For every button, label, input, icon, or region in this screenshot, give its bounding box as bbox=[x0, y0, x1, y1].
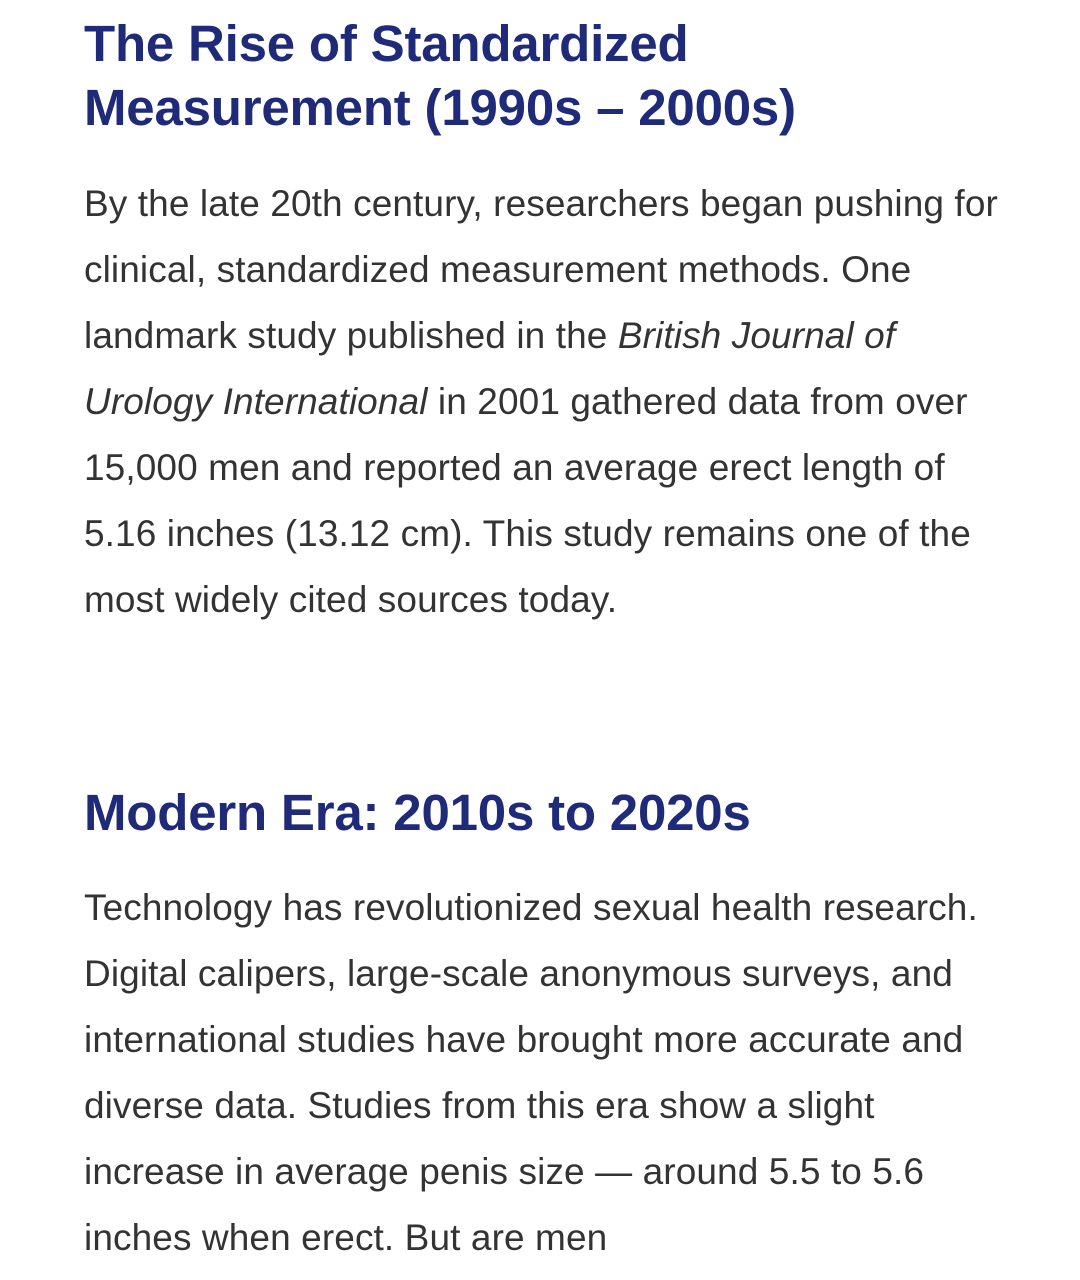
paragraph-text-end: in 2001 gathered data from over 15,000 men and reported an average erect length of 5.16 inches (13.12 cm). This study remains one of the most widely cited sources today. bbox=[84, 381, 971, 620]
paragraph-modern-era: Technology has revolutionized sexual health research. Digital calipers, large-scale anonymous surveys, and international studies have brought more accurate and diverse data. Studies from this era show a slight increase in average penis size — around 5.5 to 5.6 inches when erect. But are men bbox=[84, 887, 978, 1258]
paragraph-text-start: By the late 20th century, researchers began pushing for clinical, standardized measurement methods. One landmark study published in the bbox=[84, 183, 998, 356]
section-heading-standardized-measurement: The Rise of Standardized Measurement (1990s – 2000s) bbox=[84, 15, 796, 136]
paragraph-standardized-measurement bbox=[84, 171, 1004, 633]
journal-title: British Journal of Urology International bbox=[84, 315, 896, 422]
section-heading-modern-era: Modern Era: 2010s to 2020s bbox=[84, 784, 751, 841]
